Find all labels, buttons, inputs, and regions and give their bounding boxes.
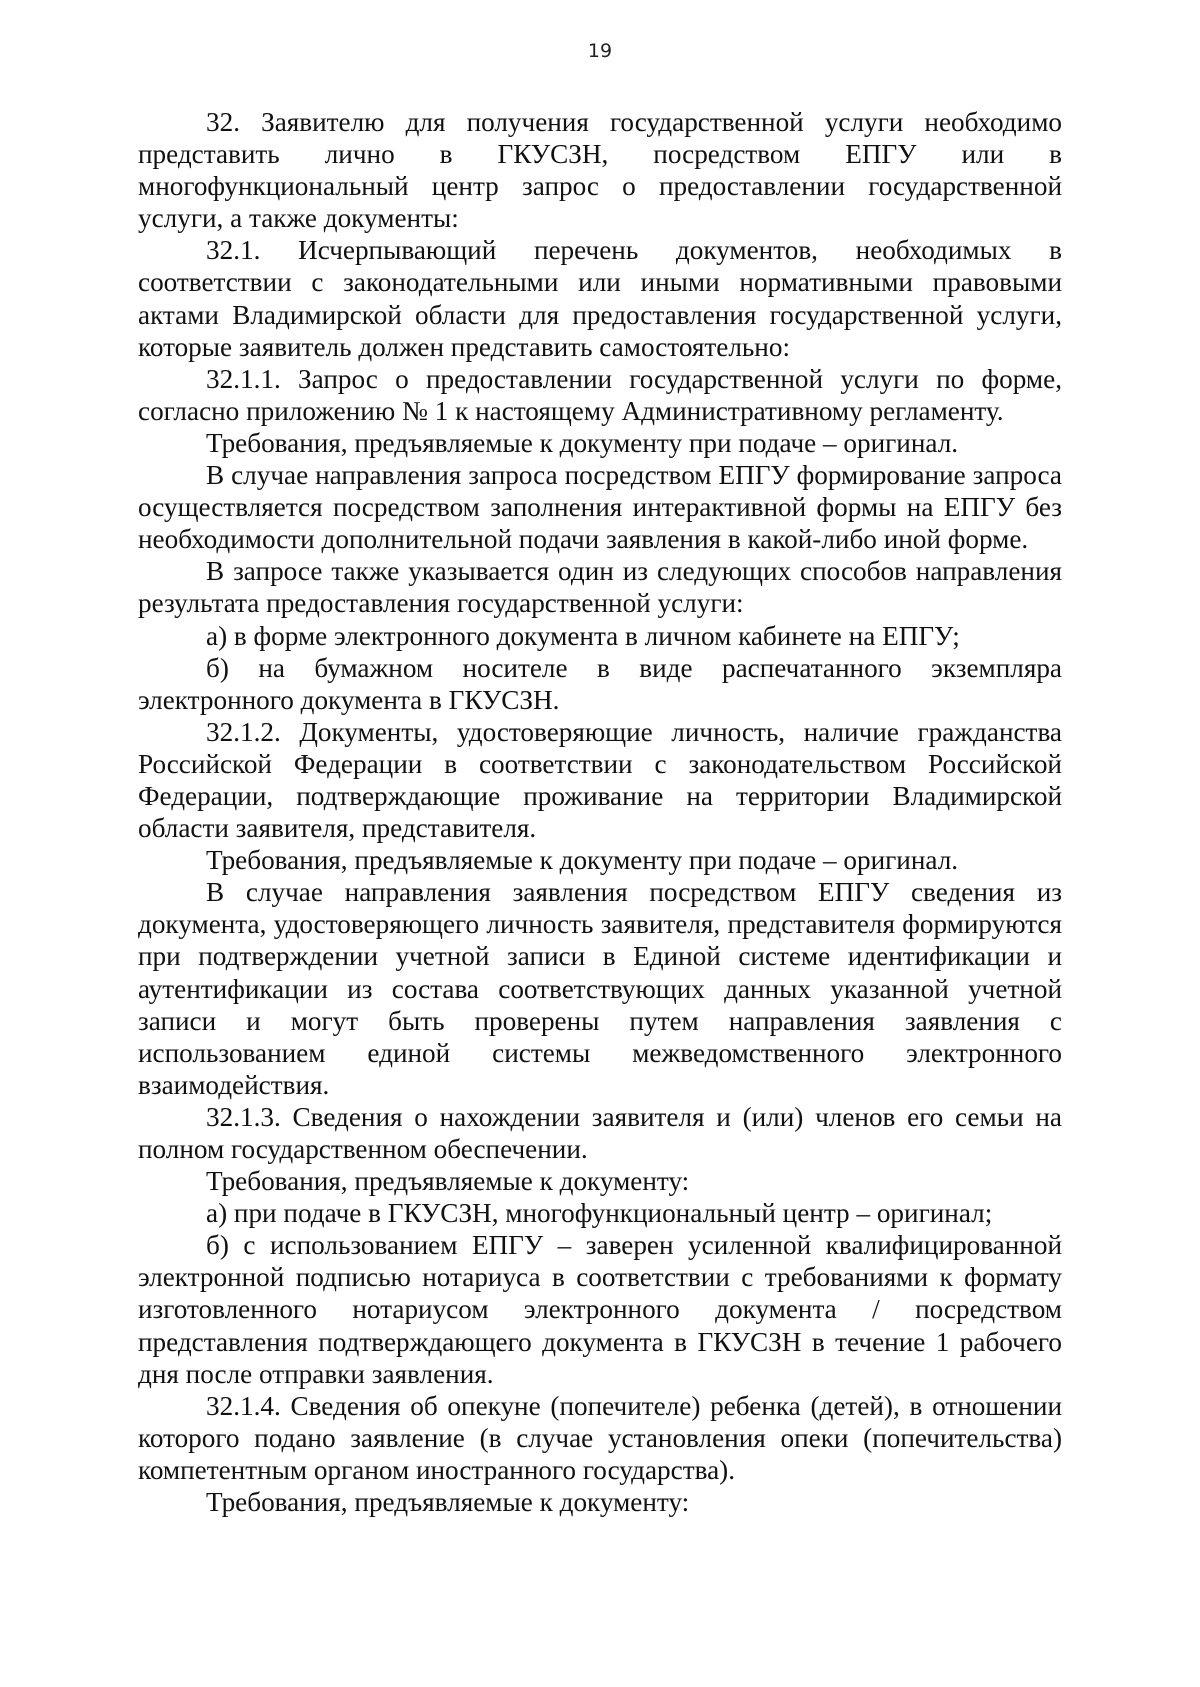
page-number: 19 (587, 40, 613, 62)
paragraph-requirements-2: Требования, предъявляемые к документу: (206, 1487, 690, 1518)
paragraph-requirements: Требования, предъявляемые к документу: (206, 1166, 690, 1197)
list-item-b-epgu: б) с использованием ЕПГУ – заверен усиленной квалифицированной электронной подписью нотариуса в соответствии с требованиями к формату изготовленного нотариусом электронного документа / посредством представления подтверждающего документа в ГКУСЗН в течение 1 рабочего дня после отправки заявления. (138, 1230, 1062, 1389)
paragraph-32: 32. Заявителю для получения государственной услуги необходимо представить лично в ГКУСЗН, посредством ЕПГУ или в многофункциональный центр запрос о предоставлении государственной услуги, а также документы: (138, 107, 1062, 234)
list-item-b-paper: б) на бумажном носителе в виде распечатанного экземпляра электронного документа в ГКУСЗН. (138, 652, 1062, 715)
paragraph-requirements-original-2: Требования, предъявляемые к документу при подаче – оригинал. (206, 845, 959, 876)
paragraph-result-methods: В запросе также указывается один из следующих способов направления результата предоставления государственной услуги: (138, 556, 1062, 619)
paragraph-32-1-4: 32.1.4. Сведения об опекуне (попечителе) ребенка (детей), в отношении которого подано заявление (в случае установления опеки (попечительства) компетентным органом иностранного государства). (138, 1390, 1062, 1485)
list-item-a-electronic: а) в форме электронного документа в личном кабинете на ЕПГУ; (206, 620, 960, 651)
paragraph-epgu-request: В случае направления запроса посредством ЕПГУ формирование запроса осуществляется посредством заполнения интерактивной формы на ЕПГУ без необходимости дополнительной подачи заявления в какой-либо иной форме. (138, 460, 1062, 555)
paragraph-32-1-2: 32.1.2. Документы, удостоверяющие личность, наличие гражданства Российской Федерации в соответствии с законодательством Российской Федерации, подтверждающие проживание на территории Владимирской области заявителя, представителя. (138, 716, 1062, 844)
document-body (138, 106, 1062, 1518)
paragraph-32-1-3: 32.1.3. Сведения о нахождении заявителя и (или) членов его семьи на полном государственном обеспечении. (138, 1101, 1062, 1164)
paragraph-requirements-original: Требования, предъявляемые к документу при подаче – оригинал. (206, 427, 959, 458)
paragraph-32-1: 32.1. Исчерпывающий перечень документов, необходимых в соответствии с законодательными или иными нормативными правовыми актами Владимирской области для предоставления государственной услуги, которые заявитель должен представить самостоятельно: (138, 235, 1062, 362)
paragraph-epgu-identity: В случае направления заявления посредством ЕПГУ сведения из документа, удостоверяющего личность заявителя, представителя формируются при подтверждении учетной записи в Единой системе идентификации и аутентификации из состава соответствующих данных указанной учетной записи и могут быть проверены путем направления заявления с использованием единой системы межведомственного электронного взаимодействия. (138, 877, 1062, 1100)
paragraph-32-1-1: 32.1.1. Запрос о предоставлении государственной услуги по форме, согласно приложению № 1 к настоящему Административному регламенту. (138, 363, 1062, 426)
list-item-a-mfc: а) при подаче в ГКУСЗН, многофункциональный центр – оригинал; (206, 1198, 993, 1229)
